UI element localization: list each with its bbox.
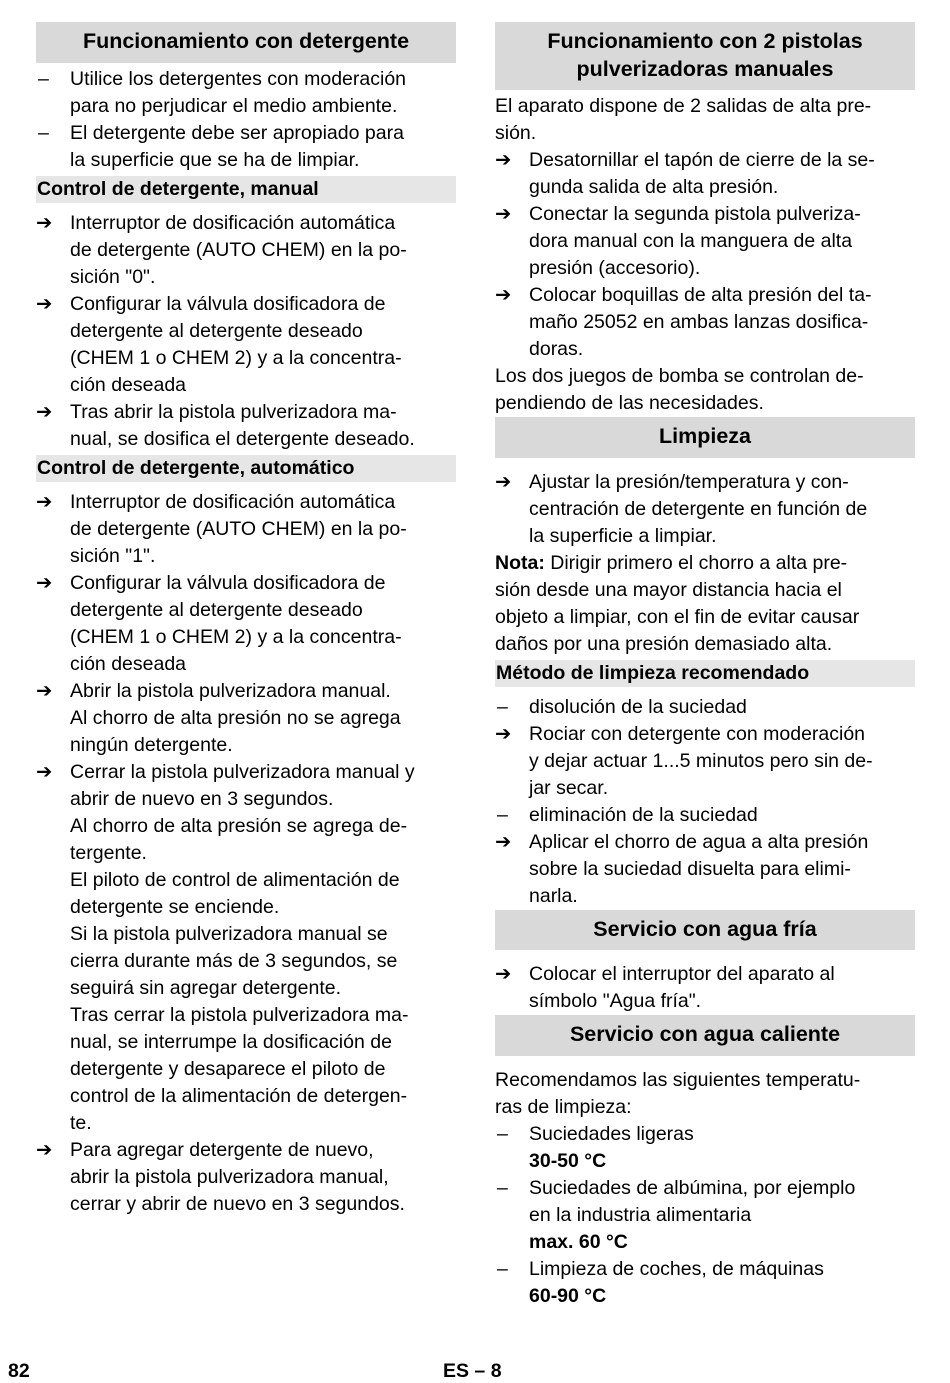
text-line: sión. (495, 122, 537, 144)
temperature-value: 30-50 °C (529, 1149, 607, 1172)
text-line: Ajustar la presión/temperatura y con- (529, 470, 849, 493)
text-line: de detergente (AUTO CHEM) en la po- (70, 238, 407, 261)
text-line: nual, se dosifica el detergente deseado. (70, 427, 415, 450)
right-column (495, 22, 915, 1310)
text-line: y dejar actuar 1...5 minutos pero sin de- (529, 749, 873, 772)
arrow-right-icon: ➔ (36, 1138, 53, 1161)
text-line: de detergente (AUTO CHEM) en la po- (70, 517, 407, 540)
list-item (495, 1175, 915, 1256)
subsection-heading: Control de detergente, manual (36, 176, 456, 203)
list-item (36, 678, 456, 759)
text-line: Para agregar detergente de nuevo, (70, 1138, 374, 1161)
text-line: Dirigir primero el chorro a alta pre- (544, 551, 848, 574)
arrow-right-icon: ➔ (495, 149, 512, 171)
list-item (36, 1137, 456, 1218)
text-line: sición "1". (70, 544, 156, 567)
text-line: El aparato dispone de 2 salidas de alta pre- (495, 95, 872, 117)
list-item (495, 694, 915, 721)
list-item (495, 1121, 915, 1175)
text-line: El detergente debe ser apropiado para (70, 121, 404, 144)
text-line: (CHEM 1 o CHEM 2) y a la concentra- (70, 346, 402, 369)
text-line: Interruptor de dosificación automática (70, 211, 396, 234)
text-line: Al chorro de alta presión no se agrega (70, 706, 401, 729)
text-line: pendiendo de las necesidades. (495, 392, 764, 414)
text-line: doras. (529, 338, 584, 360)
text-line: maño 25052 en ambas lanzas dosifica- (529, 311, 869, 333)
text-line: en la industria alimentaria (529, 1203, 752, 1226)
text-line: abrir la pistola pulverizadora manual, (70, 1165, 389, 1188)
paragraph (495, 550, 915, 658)
text-line: seguirá sin agregar detergente. (70, 976, 342, 999)
text-line: eliminación de la suciedad (529, 803, 758, 826)
list-item (36, 489, 456, 570)
arrow-right-icon: ➔ (36, 760, 53, 783)
text-line: detergente al detergente deseado (70, 319, 363, 342)
dash-bullet: – (497, 1176, 508, 1199)
arrow-right-icon: ➔ (495, 470, 512, 493)
list-item (36, 759, 456, 1137)
text-line: Limpieza de coches, de máquinas (529, 1257, 824, 1280)
spacer (495, 953, 915, 961)
text-line: te. (70, 1111, 92, 1134)
text-line: Suciedades de albúmina, por ejemplo (529, 1176, 856, 1199)
section-heading: Servicio con agua fría (495, 910, 915, 951)
text-line: Abrir la pistola pulverizadora manual. (70, 679, 391, 702)
subsection-heading: Control de detergente, automático (36, 455, 456, 482)
text-line: Cerrar la pistola pulverizadora manual y (70, 760, 415, 783)
spacer (495, 1059, 915, 1067)
list-item (495, 829, 915, 910)
text-line: la superficie a limpiar. (529, 524, 717, 547)
paragraph (495, 1067, 915, 1121)
text-line: Interruptor de dosificación automática (70, 490, 396, 513)
temperature-value: max. 60 °C (529, 1230, 628, 1253)
text-line: Tras abrir la pistola pulverizadora ma- (70, 400, 397, 423)
arrow-right-icon: ➔ (36, 400, 53, 423)
arrow-right-icon: ➔ (495, 963, 512, 985)
text-line: daños por una presión demasiado alta. (495, 632, 833, 655)
dash-bullet: – (497, 1122, 508, 1145)
dash-bullet: – (497, 695, 508, 718)
text-line: detergente al detergente deseado (70, 598, 363, 621)
text-line: símbolo "Agua fría". (529, 990, 702, 1012)
dash-bullet: – (38, 67, 49, 90)
text-line: ras de limpieza: (495, 1095, 632, 1118)
text-line: tergente. (70, 841, 147, 864)
section-heading: Funcionamiento con 2 pistolas pulverizadoras manuales (495, 22, 915, 90)
text-line: sobre la suciedad disuelta para elimi- (529, 857, 851, 880)
text-line: Configurar la válvula dosificadora de (70, 571, 386, 594)
text-line: narla. (529, 884, 578, 907)
arrow-right-icon: ➔ (495, 830, 512, 853)
list-item (495, 802, 915, 829)
text-line: detergente se enciende. (70, 895, 280, 918)
list-item (36, 291, 456, 399)
text-line: gunda salida de alta presión. (529, 176, 779, 198)
text-line: Los dos juegos de bomba se controlan de- (495, 365, 864, 387)
section-heading: Funcionamiento con detergente (36, 22, 456, 63)
section-heading: Servicio con agua caliente (495, 1015, 915, 1056)
text-line: Rociar con detergente con moderación (529, 722, 866, 745)
text-line: la superficie que se ha de limpiar. (70, 148, 360, 171)
arrow-right-icon: ➔ (36, 211, 53, 234)
text-line: Colocar boquillas de alta presión del ta- (529, 284, 872, 306)
text-line: Suciedades ligeras (529, 1122, 694, 1145)
list-item (36, 120, 456, 174)
text-line: cierra durante más de 3 segundos, se (70, 949, 398, 972)
text-line: (CHEM 1 o CHEM 2) y a la concentra- (70, 625, 402, 648)
text-line: Configurar la válvula dosificadora de (70, 292, 386, 315)
text-line: nual, se interrumpe la dosificación de (70, 1030, 392, 1053)
text-line: disolución de la suciedad (529, 695, 747, 718)
text-line: Utilice los detergentes con moderación (70, 67, 407, 90)
arrow-right-icon: ➔ (495, 284, 512, 306)
section-heading: Limpieza (495, 417, 915, 458)
section-label: ES – 8 (443, 1360, 502, 1382)
text-line: abrir de nuevo en 3 segundos. (70, 787, 334, 810)
text-line: ción deseada (70, 373, 187, 396)
text-line: ción deseada (70, 652, 187, 675)
text-line: El piloto de control de alimentación de (70, 868, 400, 891)
text-line: sición "0". (70, 265, 156, 288)
text-line: Colocar el interruptor del aparato al (529, 963, 835, 985)
text-line: centración de detergente en función de (529, 497, 868, 520)
text-line: detergente y desaparece el piloto de (70, 1057, 386, 1080)
arrow-right-icon: ➔ (495, 203, 512, 225)
dash-bullet: – (497, 803, 508, 826)
list-item (495, 282, 915, 363)
dash-bullet: – (497, 1257, 508, 1280)
note-label: Nota: (495, 551, 545, 574)
list-item (495, 961, 915, 1015)
spacer (495, 461, 915, 469)
list-item (495, 469, 915, 550)
paragraph (495, 93, 915, 147)
text-line: Tras cerrar la pistola pulverizadora ma- (70, 1003, 409, 1026)
text-line: jar secar. (529, 776, 609, 799)
text-line: Si la pistola pulverizadora manual se (70, 922, 388, 945)
list-item (36, 570, 456, 678)
text-line: Al chorro de alta presión se agrega de- (70, 814, 408, 837)
list-item (36, 399, 456, 453)
arrow-right-icon: ➔ (36, 490, 53, 513)
paragraph (495, 363, 915, 417)
arrow-right-icon: ➔ (495, 722, 512, 745)
subsection-heading: Método de limpieza recomendado (495, 660, 915, 687)
arrow-right-icon: ➔ (36, 571, 53, 594)
text-line: ningún detergente. (70, 733, 233, 756)
list-item (495, 721, 915, 802)
list-item (495, 147, 915, 201)
text-line: dora manual con la manguera de alta (529, 230, 853, 252)
text-line: Recomendamos las siguientes temperatu- (495, 1068, 861, 1091)
text-line: cerrar y abrir de nuevo en 3 segundos. (70, 1192, 405, 1215)
arrow-right-icon: ➔ (36, 679, 53, 702)
text-line: Desatornillar el tapón de cierre de la se- (529, 149, 875, 171)
text-line: Aplicar el chorro de agua a alta presión (529, 830, 869, 853)
list-item (36, 66, 456, 120)
temperature-value: 60-90 °C (529, 1284, 607, 1307)
dash-bullet: – (38, 121, 49, 144)
text-line: Conectar la segunda pistola pulveriza- (529, 203, 861, 225)
list-item (495, 1256, 915, 1310)
text-line: para no perjudicar el medio ambiente. (70, 94, 398, 117)
list-item (495, 201, 915, 282)
text-line: objeto a limpiar, con el fin de evitar causar (495, 605, 860, 628)
text-line: presión (accesorio). (529, 257, 701, 279)
arrow-right-icon: ➔ (36, 292, 53, 315)
left-column (36, 22, 456, 1218)
text-line: control de la alimentación de detergen- (70, 1084, 408, 1107)
list-item (36, 210, 456, 291)
text-line: sión desde una mayor distancia hacia el (495, 578, 842, 601)
page-number: 82 (8, 1360, 30, 1382)
